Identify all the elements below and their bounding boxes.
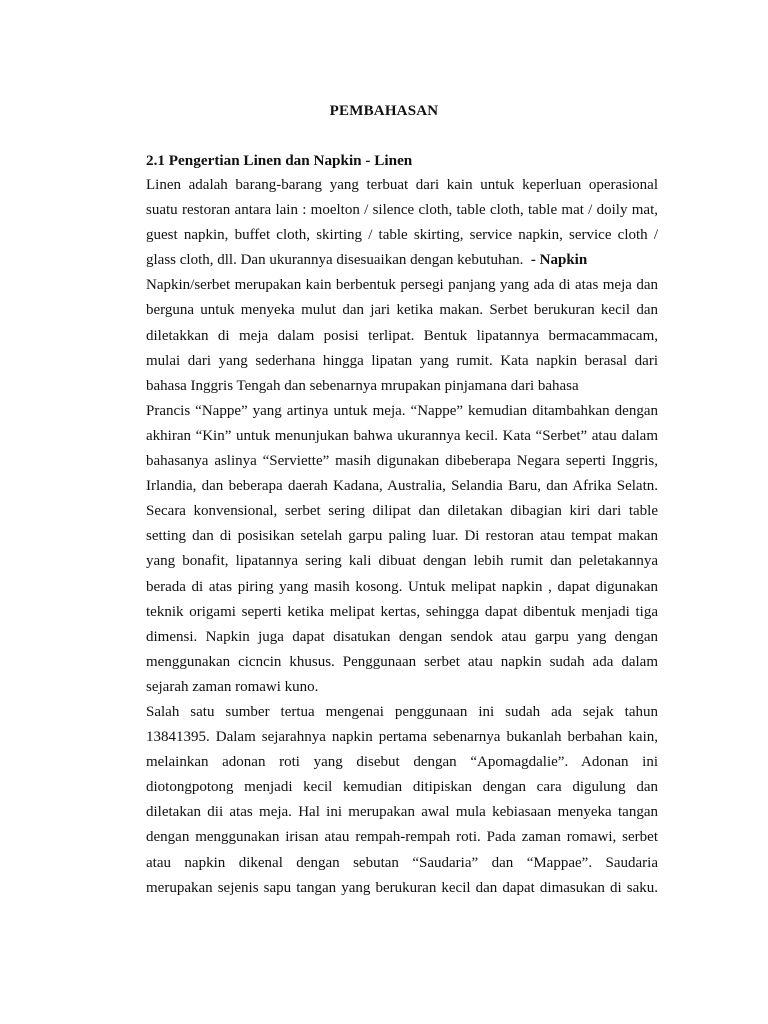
- text-line: [146, 775, 658, 800]
- text-line: [146, 825, 658, 850]
- text-line-content: diotongpotong menjadi kecil kemudian ditipiskan dengan cara digulung dan: [146, 779, 658, 796]
- text-line: [146, 298, 658, 323]
- text-line-content: bahasanya aslinya “Serviette” masih digunakan dibeberapa Negara seperti Inggris,: [146, 453, 658, 470]
- text-line: [146, 625, 658, 650]
- text-line-content: berada di atas piring yang masih kosong. Untuk melipat napkin , dapat digunakan: [146, 578, 658, 595]
- text-line-content: berguna untuk menyeka mulut dan jari ketika makan. Serbet berukuran kecil dan: [146, 302, 658, 319]
- text-line-content: Napkin/serbet merupakan kain berbentuk persegi panjang yang ada di atas meja dan: [146, 277, 658, 294]
- body-text: [146, 173, 658, 901]
- text-line-content: sejarah zaman romawi kuno.: [146, 678, 319, 695]
- text-line-content: Salah satu sumber tertua mengenai penggunaan ini sudah ada sejak tahun: [146, 703, 658, 720]
- text-line: [146, 524, 658, 549]
- text-line: [146, 349, 658, 374]
- text-line: [146, 324, 658, 349]
- text-line-content: setting dan di posisikan setelah garpu paling luar. Di restoran atau tempat makan: [146, 528, 658, 545]
- text-line-content: melainkan adonan roti yang disebut dengan “Apomagdalie”. Adonan ini: [146, 754, 658, 771]
- text-line-content: akhiran “Kin” untuk menunjukan bahwa ukurannya kecil. Kata “Serbet” atau dalam: [146, 427, 658, 444]
- text-line-content: diletakkan di meja dalam posisi terlipat. Bentuk lipatannya bermacammacam,: [146, 327, 658, 344]
- text-line-content: dengan menggunakan irisan atau rempah-rempah roti. Pada zaman romawi, serbet: [146, 829, 658, 846]
- text-line: [146, 499, 658, 524]
- text-line: [146, 725, 658, 750]
- text-line: [146, 650, 658, 675]
- text-line-content: mulai dari yang sederhana hingga lipatan yang rumit. Kata napkin berasal dari: [146, 352, 658, 369]
- text-line-content: dimensi. Napkin juga dapat disatukan dengan sendok atau garpu yang dengan: [146, 628, 658, 645]
- subheading-napkin: - Napkin: [523, 252, 588, 269]
- text-line-content: 13841395. Dalam sejarahnya napkin pertama sebenarnya bukanlah berbahan kain,: [146, 729, 658, 746]
- text-line: [146, 173, 658, 198]
- text-line: [146, 750, 658, 775]
- text-line-content: Secara konvensional, serbet sering dilipat dan diletakan dibagian kiri dari table: [146, 503, 658, 520]
- text-line: [146, 600, 658, 625]
- text-line: [146, 399, 658, 424]
- text-line-content: merupakan sejenis sapu tangan yang berukuran kecil dan dapat dimasukan di saku.: [146, 879, 658, 896]
- text-line: [146, 876, 658, 901]
- text-line-content: guest napkin, buffet cloth, skirting / table skirting, service napkin, service cloth /: [146, 227, 658, 244]
- section-heading: 2.1 Pengertian Linen dan Napkin - Linen: [146, 152, 413, 169]
- text-line-content: teknik origami seperti ketika melipat kertas, sehingga dapat dibentuk menjadi tiga: [146, 603, 658, 620]
- text-line: [146, 575, 658, 600]
- text-line: [146, 374, 658, 399]
- text-line: [146, 675, 658, 700]
- text-line-content: atau napkin dikenal dengan sebutan “Saudaria” dan “Mappae”. Saudaria: [146, 854, 658, 871]
- text-line-content: Prancis “Nappe” yang artinya untuk meja. “Nappe” kemudian ditambahkan dengan: [146, 402, 658, 419]
- text-line-content: menggunakan cicncin khusus. Penggunaan serbet atau napkin sudah ada dalam: [146, 653, 658, 670]
- text-line: [146, 851, 658, 876]
- text-line: [146, 474, 658, 499]
- text-line: [146, 273, 658, 298]
- text-line: [146, 424, 658, 449]
- text-line: [146, 800, 658, 825]
- text-line-content: Linen adalah barang-barang yang terbuat dari kain untuk keperluan operasional: [146, 177, 658, 193]
- page-title: PEMBAHASAN: [329, 103, 439, 119]
- text-line: [146, 223, 658, 248]
- text-line: [146, 449, 658, 474]
- text-line: [146, 248, 658, 273]
- text-line: [146, 700, 658, 725]
- text-line-content: Irlandia, dan beberapa daerah Kadana, Australia, Selandia Baru, dan Afrika Selatn.: [146, 478, 658, 495]
- text-line-content: diletakan dii atas meja. Hal ini merupakan awal mula kebiasaan menyeka tangan: [146, 804, 658, 821]
- text-line-content: yang bonafit, lipatannya sering kali dibuat dengan lebih rumit dan peletakannya: [146, 553, 658, 570]
- text-line: [146, 198, 658, 223]
- text-line-content: glass cloth, dll. Dan ukurannya disesuaikan dengan kebutuhan.: [146, 252, 524, 269]
- text-line: [146, 549, 658, 574]
- text-line-content: bahasa Inggris Tengah dan sebenarnya mrupakan pinjamana dari bahasa: [146, 377, 579, 394]
- text-line-content: suatu restoran antara lain : moelton / silence cloth, table cloth, table mat / doily mat,: [146, 202, 658, 219]
